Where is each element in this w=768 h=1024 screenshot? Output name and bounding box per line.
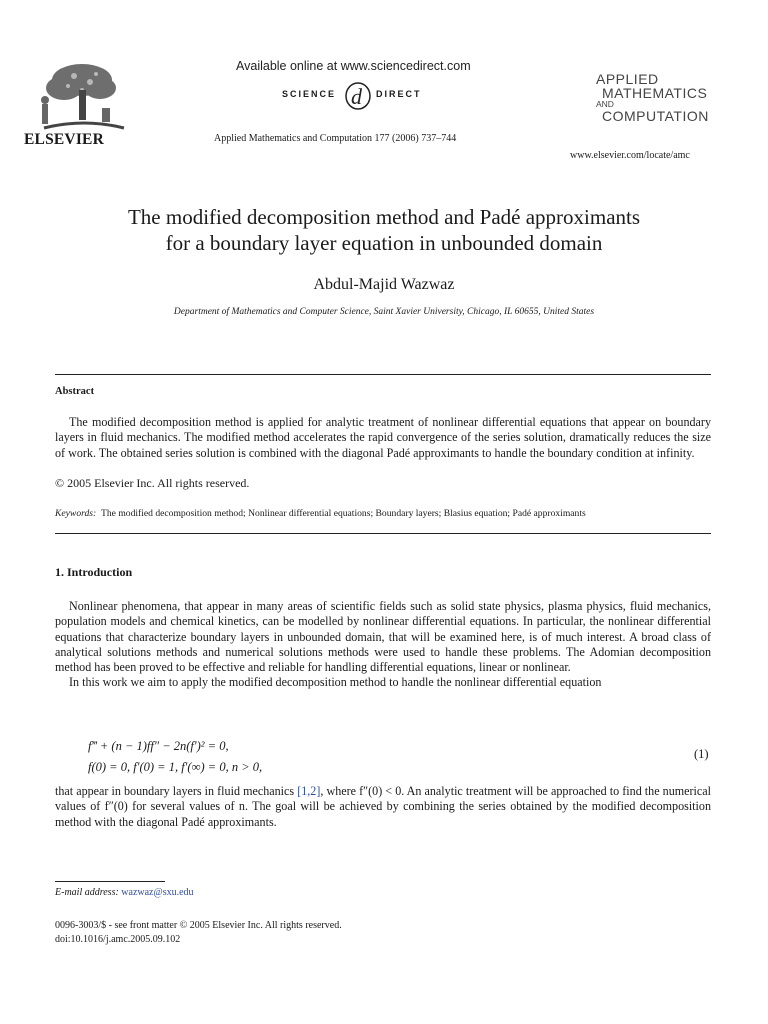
equation-line-2: f(0) = 0, f′(0) = 1, f′(∞) = 0, n > 0, xyxy=(88,760,263,774)
publication-info xyxy=(55,919,342,947)
journal-logo-line: COMPUTATION xyxy=(602,107,709,124)
sciencedirect-logo-right: DIRECT xyxy=(376,89,422,99)
journal-logo-line: APPLIED xyxy=(596,71,659,87)
journal-reference: Applied Mathematics and Computation 177 (2006) 737–744 xyxy=(214,133,457,144)
abstract-heading: Abstract xyxy=(55,386,95,397)
footnote-divider xyxy=(55,881,165,882)
publisher-name: ELSEVIER xyxy=(24,131,104,148)
footnote-email xyxy=(55,887,194,898)
article-title-line-1: The modified decomposition method and Padé approximants xyxy=(127,205,641,229)
journal-logo xyxy=(596,72,709,123)
svg-text:d: d xyxy=(351,84,362,109)
sciencedirect-d-icon xyxy=(343,78,373,112)
author-affiliation: Department of Mathematics and Computer Science, Saint Xavier University, Chicago, IL 60655, United States xyxy=(173,307,595,317)
divider xyxy=(55,533,711,534)
email-link[interactable]: wazwaz@sxu.edu xyxy=(121,887,194,898)
paragraph-text: In this work we aim to apply the modified decomposition method to handle the nonlinear differential equation xyxy=(69,675,602,690)
intro-paragraph-3 xyxy=(55,784,711,830)
keywords-label: Keywords: xyxy=(55,508,97,519)
article-title-line-2: for a boundary layer equation in unbounded domain xyxy=(165,231,603,255)
journal-url[interactable]: www.elsevier.com/locate/amc xyxy=(570,150,690,161)
equation-number: (1) xyxy=(694,747,709,761)
issn-line: 0096-3003/$ - see front matter © 2005 Elsevier Inc. All rights reserved. xyxy=(55,920,342,931)
abstract-text xyxy=(55,415,711,461)
intro-paragraph-1 xyxy=(55,599,711,691)
doi-line: doi:10.1016/j.amc.2005.09.102 xyxy=(55,934,181,945)
paragraph-text: Nonlinear phenomena, that appear in many areas of scientific fields such as solid state physics, plasma physics, fluid mechanics, population models and chemical kinetics, can be modelled by nonlinear differential equations. In particular, the nonlinear differential equations that characterize boundary layers in unbounded domain, that will be examined here, is of much interest. A broad class of analytical solutions methods and numerical solutions methods were used to handle these problems. The Adomian decomposition method has been proved to be effective and reliable for handling differential equations, linear or nonlinear. xyxy=(55,599,711,675)
equation-line-1: f‴ + (n − 1)ff″ − 2n(f′)² = 0, xyxy=(88,739,229,753)
available-online-text: Available online at www.sciencedirect.com xyxy=(236,59,471,73)
abstract-paragraph: The modified decomposition method is applied for analytic treatment of nonlinear differential equations that appear on boundary layers in fluid mechanics. The modified method accelerates the rapid convergence of the series solution, dramatically reduces the size of work. The obtained series solution is combined with the diagonal Padé approximants to handle the boundary condition at infinity. xyxy=(55,415,711,460)
paragraph-text-part: , where f″(0) < 0. An analytic treatment will be approached to find the numerical values of f″(0) for several values of n. The goal will be achieved by combining the series obtained by the modified decomposition method with the diagonal Padé approximants. xyxy=(55,784,712,829)
copyright-notice: © 2005 Elsevier Inc. All rights reserved. xyxy=(55,476,250,490)
keywords-list: The modified decomposition method; Nonlinear differential equations; Boundary layers; Blasius equation; Padé approximants xyxy=(101,508,586,519)
paragraph-text xyxy=(55,784,711,830)
sciencedirect-logo-left: SCIENCE xyxy=(282,89,337,99)
tree-icon xyxy=(24,60,130,132)
email-label: E-mail address: xyxy=(55,887,119,898)
paragraph-text-part: that appear in boundary layers in fluid mechanics xyxy=(55,784,298,798)
section-heading: 1. Introduction xyxy=(55,565,133,579)
divider xyxy=(55,374,711,375)
author-name: Abdul-Majid Wazwaz xyxy=(313,276,455,293)
citation-link[interactable]: [1,2] xyxy=(297,784,321,798)
journal-logo-line: MATHEMATICS xyxy=(602,85,708,101)
keywords xyxy=(55,508,586,519)
journal-logo-line: AND xyxy=(596,99,614,109)
